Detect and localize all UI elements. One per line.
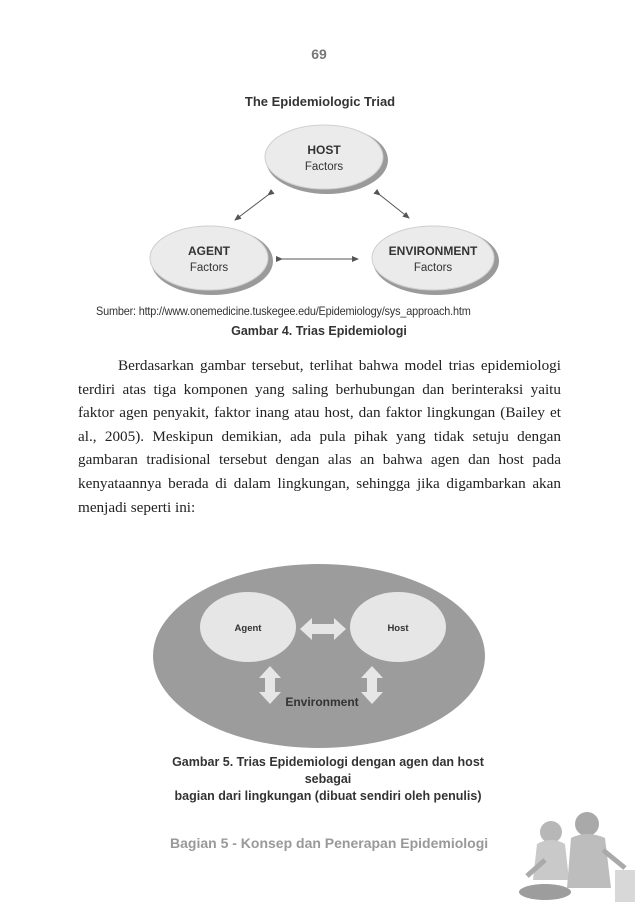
- agent-factors-node: [150, 226, 273, 295]
- triad-title: The Epidemiologic Triad: [244, 94, 396, 109]
- arrow-host-environment: [380, 195, 409, 218]
- environment-factors-node: [372, 226, 499, 295]
- host-subtitle: Factors: [304, 161, 344, 173]
- figure4-caption: Gambar 4. Trias Epidemiologi: [231, 324, 407, 338]
- arrow-host-agent: [235, 195, 268, 220]
- agent-title: AGENT: [188, 244, 230, 258]
- children-photo-image: [515, 810, 638, 902]
- body-paragraph: [78, 354, 561, 519]
- host-title: HOST: [307, 143, 341, 157]
- epidemiologic-triad-diagram: [130, 88, 510, 298]
- figure5-caption-line2: bagian dari lingkungan (dibuat sendiri oleh penulis): [174, 789, 482, 803]
- figure5-caption-line1: Gambar 5. Trias Epidemiologi dengan agen dan host sebagai: [172, 755, 484, 786]
- figure5-caption: [148, 754, 508, 805]
- triad-environment-diagram: [152, 563, 487, 749]
- figure-source: Sumber: http://www.onemedicine.tuskegee.edu/Epidemiology/sys_approach.htm: [96, 305, 471, 318]
- environment-subtitle: Factors: [413, 262, 453, 274]
- environment-title: ENVIRONMENT: [388, 244, 478, 258]
- environment-label: Environment: [285, 695, 359, 709]
- agent-subtitle: Factors: [189, 262, 229, 274]
- host-factors-node: [265, 125, 388, 194]
- environment-ellipse: [153, 564, 485, 748]
- body-text: Berdasarkan gambar tersebut, terlihat bahwa model trias epidemiologi terdiri atas tiga komponen yang saling berhubungan dan berinteraksi yaitu faktor agen penyakit, faktor inang atau host, dan faktor lingkungan (Bailey et al., 2005). Meskipun demikian, ada pula pihak yang tidak setuju dengan gambaran tradisional tersebut dengan alas an bahwa agen dan host pada kenyataannya berada di dalam lingkungan, sehingga jika digambarkan akan menjadi seperti ini:: [78, 357, 561, 516]
- agent-label: Agent: [234, 623, 262, 634]
- page-footer: Bagian 5 - Konsep dan Penerapan Epidemiologi: [170, 835, 489, 851]
- host-circle: [350, 592, 446, 662]
- agent-circle: [200, 592, 296, 662]
- host-label: Host: [387, 623, 409, 634]
- page-number: 69: [311, 46, 327, 62]
